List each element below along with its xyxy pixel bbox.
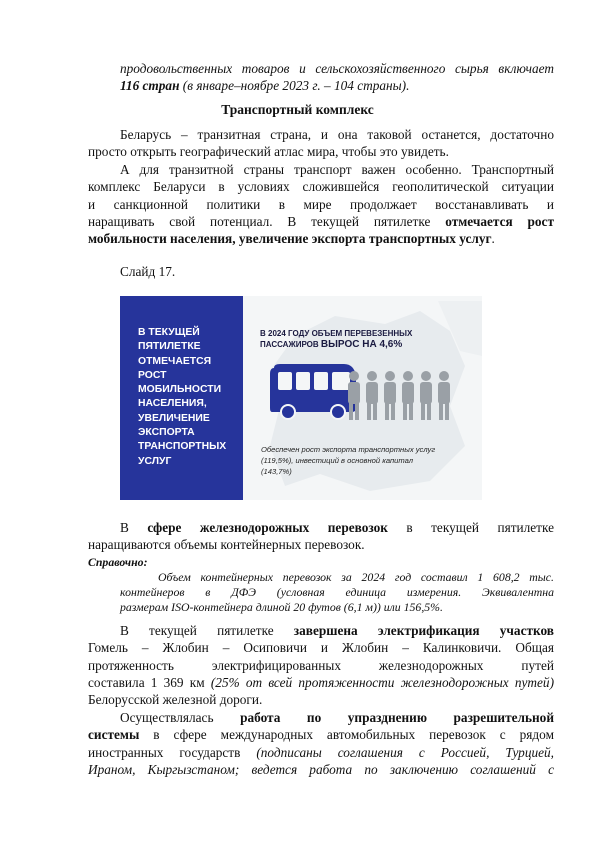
slide-headline-prefix: ПАССАЖИРОВ	[260, 340, 321, 349]
para5-line4: Ираном, Кыргызстаном; ведется работа по заключению соглашений с	[88, 762, 554, 777]
para3-line1	[120, 519, 554, 536]
para2-line5	[88, 230, 554, 247]
para1-line1: Беларусь – транзитная страна, и она таковой останется, достаточно	[120, 127, 554, 142]
slide-left-text: В ТЕКУЩЕЙ ПЯТИЛЕТКЕ ОТМЕЧАЕТСЯ РОСТ МОБИЛЬНОСТИ НАСЕЛЕНИЯ, УВЕЛИЧЕНИЕ ЭКСПОРТА ТРАНСПОРТНЫХ УСЛУГ	[138, 327, 227, 467]
slide-label: Слайд 17.	[120, 264, 176, 279]
para2-end: .	[491, 231, 495, 246]
para4-line1	[120, 622, 554, 639]
para5-prefix: Осуществлялась	[120, 710, 241, 725]
para2-line2: комплекс Беларуси в условиях сложившейся геополитической ситуации	[88, 179, 554, 194]
para2-highlight-2: мобильности населения, увеличение экспорта транспортных услуг	[88, 231, 492, 246]
reference-line2: контейнеров в ДФЭ (условная единица измерения. Эквивалентна	[120, 585, 554, 599]
para2-line1: А для транзитной страны транспорт важен особенно. Транспортный	[120, 162, 554, 177]
para5-highlight-2: системы	[88, 727, 140, 742]
top-line-1: продовольственных товаров и сельскохозяйственного сырья включает	[120, 61, 554, 76]
top-note: (в январе–ноябре 2023 г. – 104 страны).	[179, 78, 410, 93]
para5-highlight-1: работа по упразднению разрешительной	[240, 710, 554, 725]
slide-headline-line1: В 2024 ГОДУ ОБЪЕМ ПЕРЕВЕЗЕННЫХ	[260, 329, 413, 338]
reference-line3: размерам ISO-контейнера длиной 20 футов (6,1 м)) или 156,5%.	[120, 600, 443, 614]
para4-line4	[88, 674, 554, 691]
para5-agreements: (подписаны соглашения с Россией, Турцией,	[256, 745, 554, 760]
para4-share: (25% от всей протяженности железнодорожных путей)	[210, 675, 555, 690]
slide-note: Обеспечен рост экспорта транспортных услуг (119,5%), инвестиций в основной капитал (143,7%)	[261, 445, 436, 476]
para4-length: составила 1 369 км	[88, 675, 211, 690]
reference-line1: Объем контейнерных перевозок за 2024 год составил 1 608,2 тыс.	[158, 570, 554, 584]
people-icon	[344, 370, 462, 430]
para2-line4	[88, 213, 554, 230]
para4-highlight: завершена электрификация участков	[293, 623, 554, 638]
slide-headline	[260, 328, 475, 350]
para3-rest: в текущей пятилетке	[387, 520, 554, 535]
para5-line3	[88, 744, 554, 761]
para1-line2: просто открыть географический атлас мира, чтобы это увидеть.	[88, 144, 449, 159]
slide-headline-line2	[260, 339, 475, 350]
slide-headline-growth: ВЫРОС НА 4,6%	[320, 339, 403, 350]
top-line-2	[120, 77, 554, 94]
para5-line1	[120, 709, 554, 726]
para2-line4-text: наращивать свой потенциал. В текущей пятилетке	[88, 214, 446, 229]
reference-label: Справочно:	[88, 555, 148, 569]
para5-states: иностранных государств	[88, 745, 257, 760]
para4-line5: Белорусской железной дороги.	[88, 692, 263, 707]
para3-line2: наращиваются объемы контейнерных перевозок.	[88, 537, 365, 552]
para4-prefix: В текущей пятилетке	[120, 623, 294, 638]
para2-highlight-1: отмечается рост	[445, 214, 554, 229]
slide-17	[120, 296, 482, 500]
section-title: Транспортный комплекс	[221, 102, 374, 117]
para5-rest: в сфере международных автомобильных перевозок с рядом	[139, 727, 554, 742]
para4-line3: протяженность электрифицированных железнодорожных путей	[88, 658, 554, 673]
top-count: 116 стран	[120, 78, 180, 93]
para3-prefix: В	[120, 520, 148, 535]
para4-line2: Гомель – Жлобин – Осиповичи и Жлобин – Калинковичи. Общая	[88, 640, 554, 655]
para2-line3: и санкционной политики в мире продолжает восстанавливать и	[88, 197, 554, 212]
para5-line2	[88, 726, 554, 743]
para3-highlight: сфере железнодорожных перевозок	[147, 520, 388, 535]
